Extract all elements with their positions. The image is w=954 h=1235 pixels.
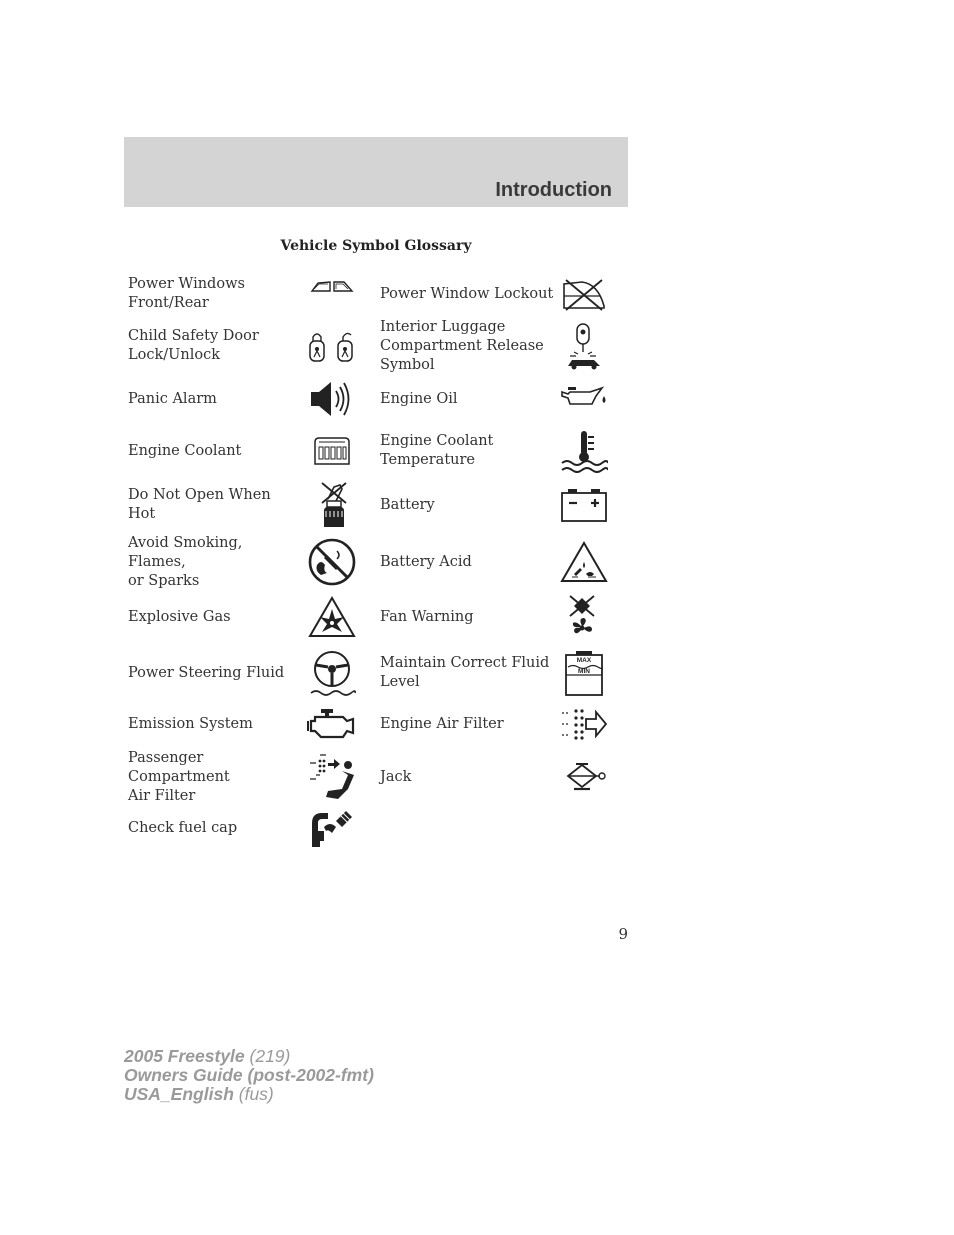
glossary-label: Jack: [380, 768, 412, 785]
glossary-label: Power Windows Front/Rear: [128, 276, 245, 311]
glossary-row: [124, 274, 628, 314]
engine-air-filter-icon: [558, 704, 610, 744]
battery-icon: [558, 480, 610, 530]
glossary-label: Engine Oil: [380, 390, 458, 407]
footer-doc-info: [124, 1047, 374, 1104]
glossary-label: Do Not Open When Hot: [128, 487, 271, 522]
glossary-label: Avoid Smoking, Flames, or Sparks: [128, 534, 243, 589]
emission-system-icon: [306, 704, 358, 744]
fluid-level-icon: [558, 648, 610, 698]
glossary-label: Passenger Compartment Air Filter: [128, 749, 230, 804]
glossary-row: [124, 536, 628, 588]
glossary-row: [124, 318, 628, 374]
glossary-row: [124, 428, 628, 474]
glossary-label: Battery: [380, 496, 435, 513]
fuel-cap-icon: [306, 806, 358, 850]
panic-alarm-icon: [306, 378, 358, 420]
glossary-label: Panic Alarm: [128, 390, 217, 407]
glossary-label: Engine Coolant: [128, 442, 242, 459]
footer-model-code: (219): [244, 1046, 291, 1066]
power-steering-icon: [306, 648, 358, 698]
battery-acid-icon: [558, 536, 610, 588]
glossary-label: Power Steering Fluid: [128, 664, 285, 681]
header-band: [124, 137, 628, 207]
glossary-label: Engine Air Filter: [380, 715, 504, 732]
engine-coolant-icon: [306, 428, 358, 474]
glossary-row: [124, 648, 628, 698]
glossary-label: Engine Coolant Temperature: [380, 433, 494, 468]
power-windows-icon: [306, 274, 358, 298]
coolant-temperature-icon: [558, 428, 610, 474]
page-number: 9: [618, 925, 628, 943]
section-title: Introduction: [495, 179, 612, 201]
fan-warning-icon: [558, 594, 610, 640]
min-mark-text: MIN: [578, 668, 590, 675]
glossary-row: [124, 480, 628, 530]
glossary-row: [124, 749, 628, 804]
glossary-label: Power Window Lockout: [380, 285, 554, 302]
glossary-label: Child Safety Door Lock/Unlock: [128, 328, 259, 363]
glossary-label: Explosive Gas: [128, 608, 231, 625]
glossary-row: [124, 378, 628, 420]
glossary-label: Emission System: [128, 715, 253, 732]
glossary-label: Battery Acid: [380, 553, 472, 570]
glossary-title: Vehicle Symbol Glossary: [280, 238, 472, 254]
footer-guide: Owners Guide (post-2002-fmt): [124, 1065, 374, 1085]
cabin-air-filter-icon: [306, 752, 358, 802]
no-smoking-icon: [306, 536, 358, 588]
glossary-row: [124, 806, 628, 850]
do-not-open-hot-icon: [306, 480, 358, 530]
luggage-release-icon: [558, 318, 610, 374]
glossary-label: Maintain Correct Fluid Level: [380, 655, 550, 690]
max-mark-text: MAX: [576, 657, 592, 664]
glossary-row: [124, 704, 628, 744]
glossary-label: Interior Luggage Compartment Release Symbol: [380, 318, 544, 373]
footer-language: USA_English: [124, 1084, 234, 1104]
glossary-label: Check fuel cap: [128, 819, 238, 836]
footer-model: 2005 Freestyle: [124, 1046, 245, 1066]
power-window-lockout-icon: [558, 274, 610, 314]
glossary-row: [124, 594, 628, 640]
glossary-label: Fan Warning: [380, 608, 474, 625]
explosive-gas-icon: [306, 594, 358, 640]
engine-oil-icon: [558, 378, 610, 414]
jack-icon: [558, 752, 610, 802]
child-safety-lock-icon: [306, 318, 358, 374]
footer-language-code: (fus): [233, 1084, 274, 1104]
